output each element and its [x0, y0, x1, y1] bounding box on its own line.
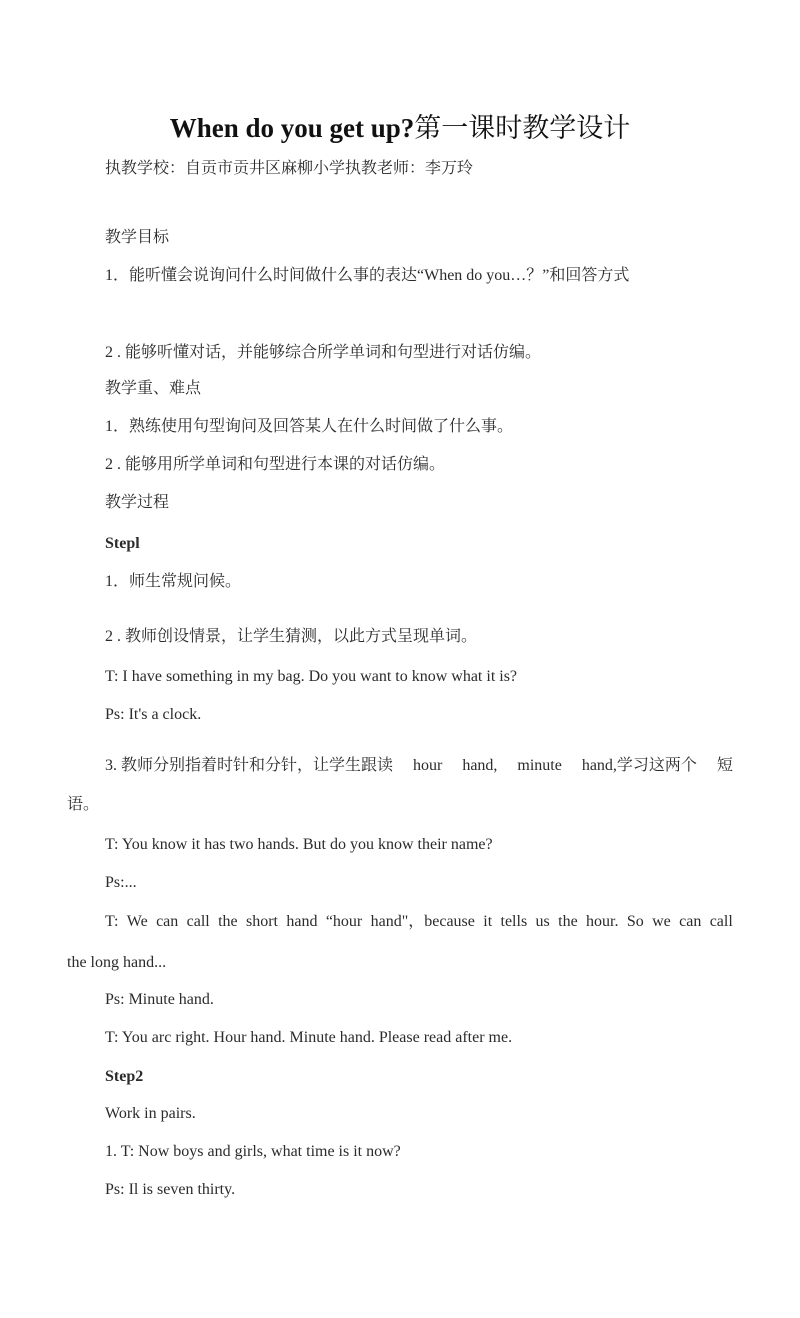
objective-item-2: 2 . 能够听懂对话，并能够综合所学单词和句型进行对话仿编。	[105, 344, 542, 361]
step1-item-3	[105, 756, 733, 776]
title-chinese: 第一课时教学设计	[414, 113, 631, 143]
teacher-line-3-word: So	[626, 913, 644, 930]
step1-item-3-part: 3. 教师分别指着时针和分针，让学生跟读	[105, 757, 394, 774]
teacher-line-3-word: it	[483, 913, 493, 930]
step1-students-line-3: Ps: Minute hand.	[105, 991, 214, 1008]
step1-heading: Stepl	[105, 535, 140, 552]
step2-teacher-line-1: 1. T: Now boys and girls, what time is it now?	[105, 1143, 401, 1160]
step1-item-3-part: minute	[517, 757, 562, 774]
step1-item-3-part: 短	[716, 757, 733, 774]
teacher-line-3-word: tells	[500, 913, 528, 930]
title-english: When do you get up?	[169, 113, 415, 143]
teacher-line-3-word: hour.	[586, 913, 619, 930]
step1-item-2: 2 . 教师创设情景，让学生猜测，以此方式呈现单词。	[105, 628, 478, 645]
key-points-heading: 教学重、难点	[105, 380, 202, 397]
teacher-line-3-word: can	[156, 913, 179, 930]
teacher-line-3-word: short	[245, 913, 278, 930]
teacher-line-3-word: hand"，because	[370, 913, 475, 930]
teacher-line-3-word: we	[652, 913, 671, 930]
objectives-heading: 教学目标	[105, 229, 170, 246]
step1-teacher-line-3	[105, 912, 733, 932]
step1-item-3-part: hand,学习这两个	[581, 757, 697, 774]
key-point-item-2: 2 . 能够用所学单词和句型进行本课的对话仿编。	[105, 456, 446, 473]
step1-teacher-line-3-continuation: the long hand...	[67, 954, 167, 971]
step1-teacher-line-2: T: You know it has two hands. But do you know their name?	[105, 836, 493, 853]
teacher-line-3-word: hand	[286, 913, 318, 930]
step1-teacher-line-1: T: I have something in my bag. Do you want to know what it is?	[105, 668, 518, 685]
step2-heading: Step2	[105, 1068, 144, 1085]
teacher-line-3-word: T:	[105, 913, 119, 930]
teacher-line-3-word: call	[709, 913, 733, 930]
objective-item-1: 1．能听懂会说询问什么时间做什么事的表达“When do you…？”和回答方式	[105, 267, 630, 284]
teacher-line-3-word: the	[558, 913, 578, 930]
step1-item-3-part: hour	[413, 757, 443, 774]
step2-students-line-1: Ps: Il is seven thirty.	[105, 1181, 236, 1198]
step1-item-1: 1．师生常规问候。	[105, 573, 242, 590]
step2-intro: Work in pairs.	[105, 1105, 196, 1122]
step1-item-3-part: hand,	[462, 757, 498, 774]
teacher-line-3-word: the	[218, 913, 238, 930]
teacher-line-3-word: “hour	[325, 913, 363, 930]
process-heading: 教学过程	[105, 494, 170, 511]
teacher-line-3-word: We	[126, 913, 148, 930]
teacher-line-3-word: us	[535, 913, 550, 930]
school-teacher-line: 执教学校：自贡市贡井区麻柳小学执教老师：李万玲	[105, 160, 474, 177]
page-title	[0, 112, 800, 144]
step1-students-line-1: Ps: It's a clock.	[105, 706, 202, 723]
step1-students-line-2: Ps:...	[105, 874, 137, 891]
key-point-item-1: 1．熟练使用句型询问及回答某人在什么时间做了什么事。	[105, 418, 514, 435]
teacher-line-3-word: call	[186, 913, 210, 930]
teacher-line-3-word: can	[679, 913, 702, 930]
step1-item-3-continuation: 语。	[67, 796, 100, 813]
step1-teacher-line-4: T: You arc right. Hour hand. Minute hand. Please read after me.	[105, 1029, 513, 1046]
